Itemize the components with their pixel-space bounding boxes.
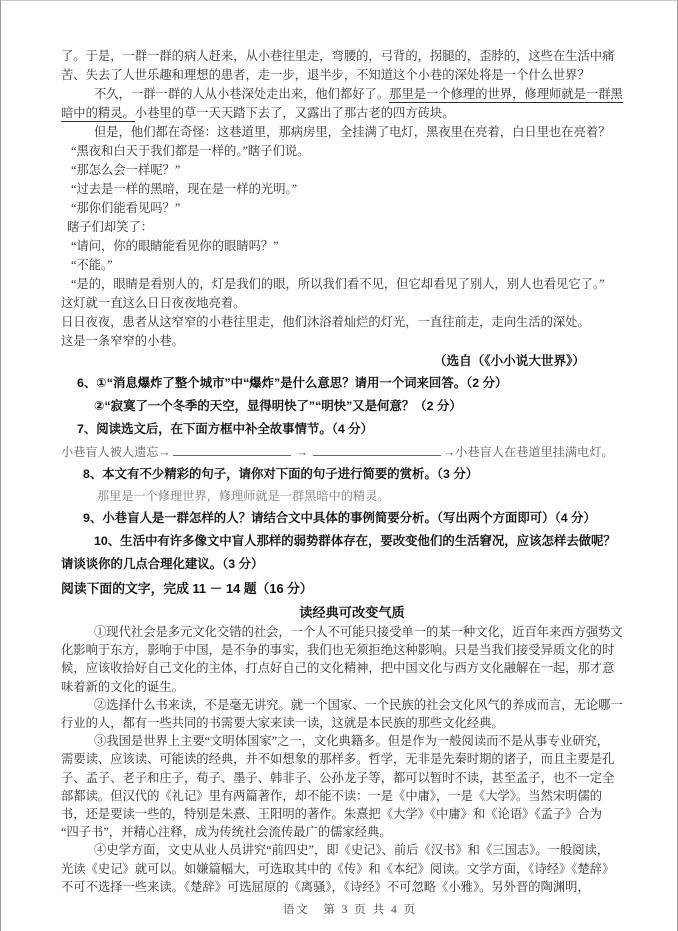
passage-line: [61, 85, 643, 104]
text-segment: 小巷盲人被人遗忘→: [61, 445, 171, 459]
passage-line: 这是一条窄窄的小巷。: [61, 334, 184, 348]
essay-line: “四子书”，并精心注释，成为传统社会流传最广的儒家经典。: [61, 825, 392, 840]
underlined-text: 那里是一个修理的世界，修理师就是一群黑: [389, 87, 623, 101]
underlined-text: 暗中的精灵。: [61, 106, 135, 120]
question: 请谈谈你的几点合理化建议。（3 分）: [61, 557, 264, 571]
passage-line: 但是，他们都在奇怪：这巷道里，那病房里，全挂满了电灯，黑夜里在亮着，白日里也在亮着？: [94, 125, 611, 139]
question: 10、生活中有许多像文中盲人那样的弱势群体存在，要改变他们的生活窘况，应该怎样去做呢？: [94, 534, 616, 548]
passage-line: “过去是一样的黑暗，现在是一样的光明。”: [71, 182, 298, 196]
essay-line: 光读《史记》就可以。如嫌篇幅大，可选取其中的《传》和《本纪》阅读。文学方面，《诗经》《楚辞》: [61, 861, 615, 876]
essay-line: ②选择什么书来读，不是毫无讲究。就一个国家、一个民族的社会文化风气的养成而言，无论哪一: [94, 697, 623, 712]
essay-title: 读经典可改变气质: [299, 605, 405, 620]
page-footer: 语文 第 3 页 共 4 页: [282, 904, 418, 917]
essay-line: 部都读。但汉代的《礼记》里有两篇著作，却不能不读：一是《中庸》，一是《大学》。当然宋明儒的: [61, 788, 603, 803]
text-segment: →: [292, 445, 311, 459]
exam-content: [61, 47, 643, 896]
essay-line: 子、孟子、老子和庄子，荀子、墨子、韩非子、公孙龙子等，都可以暂时不读，甚至孟子，也不一定全: [61, 770, 615, 785]
answer-blank: [173, 443, 291, 456]
question: ②“寂寞了一个冬季的天空，显得明快了”“明快”又是何意？（2 分）: [94, 399, 462, 413]
essay-line: ③我国是世界上主要“文明体国家”之一，文化典籍多。但是作为一般阅读而不是从事专业研究，: [94, 734, 610, 749]
essay-line: 不可不选择一些来读。《楚辞》可选屈原的《离骚》，《诗经》不可忽略《小雅》。另外晋的陶渊明，: [61, 879, 590, 894]
passage-line: 苦、失去了人世乐趣和理想的患者，走一步，退半步，不知道这个小巷的深处将是一个什么世界？: [61, 68, 590, 82]
essay-line: 需要读、应该读、可能读的经典，并不如想象的那样多。哲学，无非是先秦时期的诸子，而且主要是孔: [61, 752, 615, 767]
essay-line: 化影响于东方，影响于中国，是不争的事实，我们也无须拒绝这种影响。只是当我们接受异质文化的时: [61, 643, 615, 658]
question: 9、小巷盲人是一群怎样的人？请结合文中具体的事例简要分析。（写出两个方面即可）（4 分）: [83, 511, 596, 525]
passage-line: 了。于是，一群一群的病人赶来，从小巷往里走，弯腰的，弓背的，拐腿的，歪脖的，这些在生活中痛: [61, 49, 615, 63]
essay-line: 行业的人，都有一些共同的书需要大家来读一读，这就是本民族的那些文化经典。: [61, 716, 504, 731]
passage-line: 这灯就一直这么日日夜夜地亮着。: [61, 296, 246, 310]
passage-line: 日日夜夜，患者从这窄窄的小巷往里走，他们沐浴着灿烂的灯光，一直往前走，走向生活的深处。: [61, 315, 590, 329]
question: 8、本文有不少精彩的句子，请你对下面的句子进行简要的赏析。（3 分）: [83, 467, 479, 481]
quoted-sentence: 那里是一个修理世界，修理师就是一群黑暗中的精灵。: [97, 489, 390, 503]
passage-line: [61, 104, 643, 123]
passage-line: “黑夜和白天于我们都是一样的。”瞎子们说。: [71, 144, 310, 158]
text-segment: 小巷里的草一天天踏下去了，又露出了那古老的四方砖块。: [134, 106, 455, 120]
text-segment: 不久，一群一群的人从小巷深处走出来，他们都好了。: [94, 87, 390, 101]
plot-flow-line: [61, 441, 643, 463]
essay-line: 候，应该收拾好自己文化的主体，打点好自己的文化精神，把中国文化与西方文化融解在一起，那才意: [61, 661, 615, 676]
text-segment: →小巷盲人在巷道里挂满电灯。: [442, 445, 614, 459]
passage-line: “那怎么会一样呢？”: [71, 163, 181, 177]
passage-line: “是的，眼睛是看别人的，灯是我们的眼，所以我们看不见，但它却看见了别人，别人也看见它了。”: [71, 277, 605, 291]
essay-line: 味着新的文化的诞生。: [61, 679, 184, 694]
essay-line: ④史学方面，文史从业人员讲究“前四史”，即《史记》、前后《汉书》和《三国志》。一般阅读，: [94, 843, 610, 858]
passage-line: 瞎子们却笑了：: [67, 220, 154, 234]
passage-line: “那你们能看见吗？”: [71, 201, 181, 215]
passage-line: “不能。”: [71, 258, 113, 272]
essay-line: 书，还是要读一些的，特别是朱熹、王阳明的著作。朱熹把《大学》《中庸》和《论语》《孟子》合为: [61, 807, 603, 822]
question: 6、①“消息爆炸了整个城市”中“爆炸”是什么意思？请用一个词来回答。（2 分）: [77, 376, 508, 390]
answer-blank: [313, 443, 441, 456]
section-instruction: 阅读下面的文字，完成 11 － 14 题（16 分）: [61, 581, 313, 596]
question: 7、阅读选文后，在下面方框中补全故事情节。（4 分）: [77, 422, 374, 436]
passage-source: （选自（《小小说大世界》）: [433, 354, 585, 368]
essay-line: ①现代社会是多元文化交错的社会，一个人不可能只接受单一的某一种文化，近百年来西方强势文: [94, 625, 623, 639]
passage-line: “请问，你的眼睛能看见你的眼睛吗？”: [71, 239, 279, 253]
